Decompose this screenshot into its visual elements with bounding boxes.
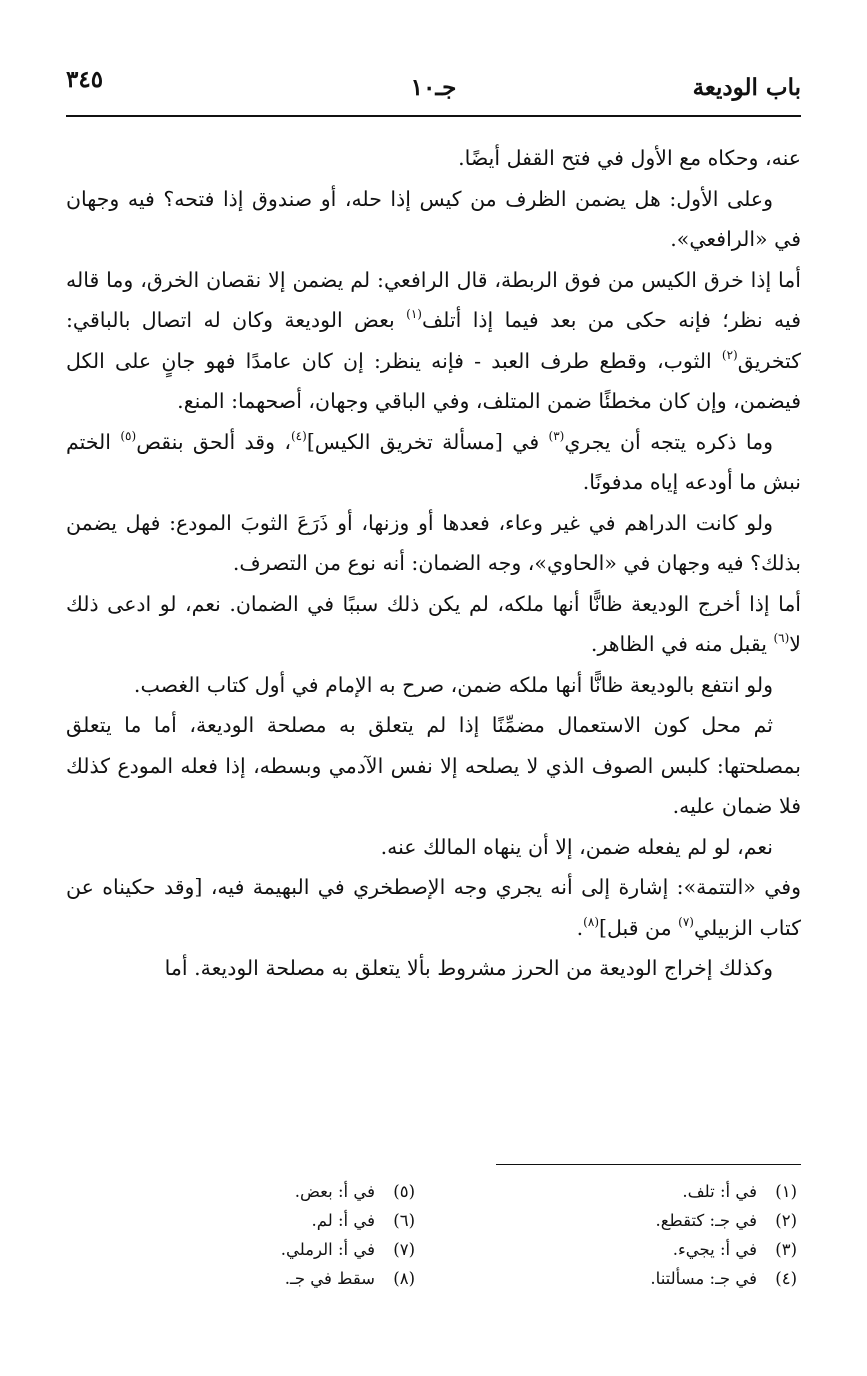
text-run: وما ذكره يتجه أن يجري — [564, 429, 773, 454]
main-text — [66, 138, 801, 989]
text-run: ، وقد ألحق بنقص — [136, 429, 291, 454]
text-run: . — [576, 915, 584, 940]
footnote — [115, 1264, 415, 1293]
footnote-text: في جـ: مسألتنا. — [650, 1269, 757, 1288]
footnote-text: سقط في جـ. — [284, 1269, 375, 1288]
footnote-ref: (٤) — [290, 428, 307, 443]
text-run: في [مسألة تخريق الكيس] — [306, 429, 549, 454]
footnote-number: (٥) — [393, 1182, 415, 1201]
footnote-number: (١) — [775, 1182, 797, 1201]
footnote-number: (٢) — [775, 1211, 797, 1230]
footnote-ref: (٧) — [678, 914, 694, 929]
footnote-number: (٧) — [393, 1240, 415, 1259]
footnotes-column-right — [497, 1177, 797, 1293]
paragraph: نعم، لو لم يفعله ضمن، إلا أن ينهاه المالك عنه. — [380, 834, 773, 859]
footnote-text: في أ: لم. — [311, 1211, 375, 1230]
text-run: من قبل] — [599, 915, 679, 940]
text-run: يقبل منه في الظاهر. — [590, 632, 774, 656]
footnote — [497, 1235, 797, 1264]
paragraph: وعلى الأول: هل يضمن الظرف من كيس إذا حله، أو صندوق إذا فتحه؟ فيه وجهان في «الرافعي». — [66, 186, 801, 251]
paragraph — [66, 260, 801, 422]
footnote-ref: (٨) — [583, 914, 599, 929]
paragraph: ولو انتفع بالوديعة ظانًّا أنها ملكه ضمن، صرح به الإمام في أول كتاب الغصب. — [133, 672, 773, 697]
footnote-ref: (١) — [406, 307, 422, 321]
footnote-text: في أ: الرملي. — [280, 1240, 375, 1259]
footnote-ref: (٥) — [120, 428, 137, 443]
chapter-title: باب الوديعة — [692, 74, 801, 101]
footnote-text: في أ: بعض. — [294, 1182, 375, 1201]
paragraph — [66, 867, 801, 948]
running-header — [66, 66, 801, 106]
text-run: أما إذا أخرج الوديعة ظانًّا أنها ملكه، لم يكن ذلك سببًا في الضمان. نعم، لو ادعى ذلك لا — [66, 591, 801, 656]
text-run: وفي «التتمة»: إشارة إلى أنه يجري وجه الإصطخري في البهيمة فيه، [وقد حكيناه عن كتاب الزبيلي — [66, 875, 801, 940]
text-run: بعض الوديعة وكان له اتصال بالباقي: كتخريق — [66, 308, 801, 373]
paragraph: عنه، وحكاه مع الأول في فتح القفل أيضًا. — [458, 146, 801, 170]
footnote-rule — [496, 1164, 801, 1165]
paragraph: ثم محل كون الاستعمال مضمِّنًا إذا لم يتعلق به مصلحة الوديعة، أما ما يتعلق بمصلحتها: كلبس الصوف الذي لا يصلحه إلا نفس الآدمي وبسطه، إذا فعله المودع كذلك فلا ضمان عليه. — [66, 713, 801, 818]
footnote-ref: (٢) — [721, 347, 738, 362]
volume-label: جـ١٠ — [410, 74, 457, 101]
page-number: ٣٤٥ — [66, 66, 104, 93]
footnotes-column-left — [115, 1177, 415, 1293]
footnote — [497, 1264, 797, 1293]
footnote-text: في جـ: كتقطع. — [655, 1211, 757, 1230]
footnote — [115, 1206, 415, 1235]
header-rule — [66, 115, 801, 117]
footnote-ref: (٦) — [773, 631, 790, 645]
text-run: الثوب، وقطع طرف العبد - فإنه ينظر: إن كان عامدًا فهو جانٍ على الكل فيضمن، وإن كان مخطئًا ضمن المتلف، وفي الباقي وجهان، أصحهما: المنع. — [66, 348, 801, 413]
footnote — [115, 1177, 415, 1206]
footnote — [115, 1235, 415, 1264]
footnote — [497, 1206, 797, 1235]
paragraph — [66, 584, 801, 665]
paragraph — [66, 422, 801, 503]
text-run: الختم نبش ما أودعه إياه مدفونًا. — [66, 429, 801, 494]
paragraph: وكذلك إخراج الوديعة من الحرز مشروط بألا يتعلق به مصلحة الوديعة. أما — [164, 956, 773, 980]
footnote-number: (٣) — [775, 1240, 797, 1259]
footnote-ref: (٣) — [548, 428, 565, 443]
footnote-number: (٤) — [775, 1269, 797, 1288]
footnote-number: (٨) — [393, 1269, 415, 1288]
paragraph: ولو كانت الدراهم في غير وعاء، فعدها أو وزنها، أو ذَرَعَ الثوبَ المودع: فهل يضمن بذلك؟ فيه وجهان في «الحاوي»، وجه الضمان: أنه نوع من التصرف. — [66, 510, 801, 575]
footnote-text: في أ: يجيء. — [672, 1240, 757, 1259]
footnote — [497, 1177, 797, 1206]
footnote-number: (٦) — [393, 1211, 415, 1230]
text-run: أما إذا خرق الكيس من فوق الربطة، قال الرافعي: لم يضمن إلا نقصان الخرق، وما قاله فيه نظر؛ فإنه حكى من بعد فيما إذا أتلف — [66, 267, 802, 332]
footnote-text: في أ: تلف. — [682, 1182, 757, 1201]
